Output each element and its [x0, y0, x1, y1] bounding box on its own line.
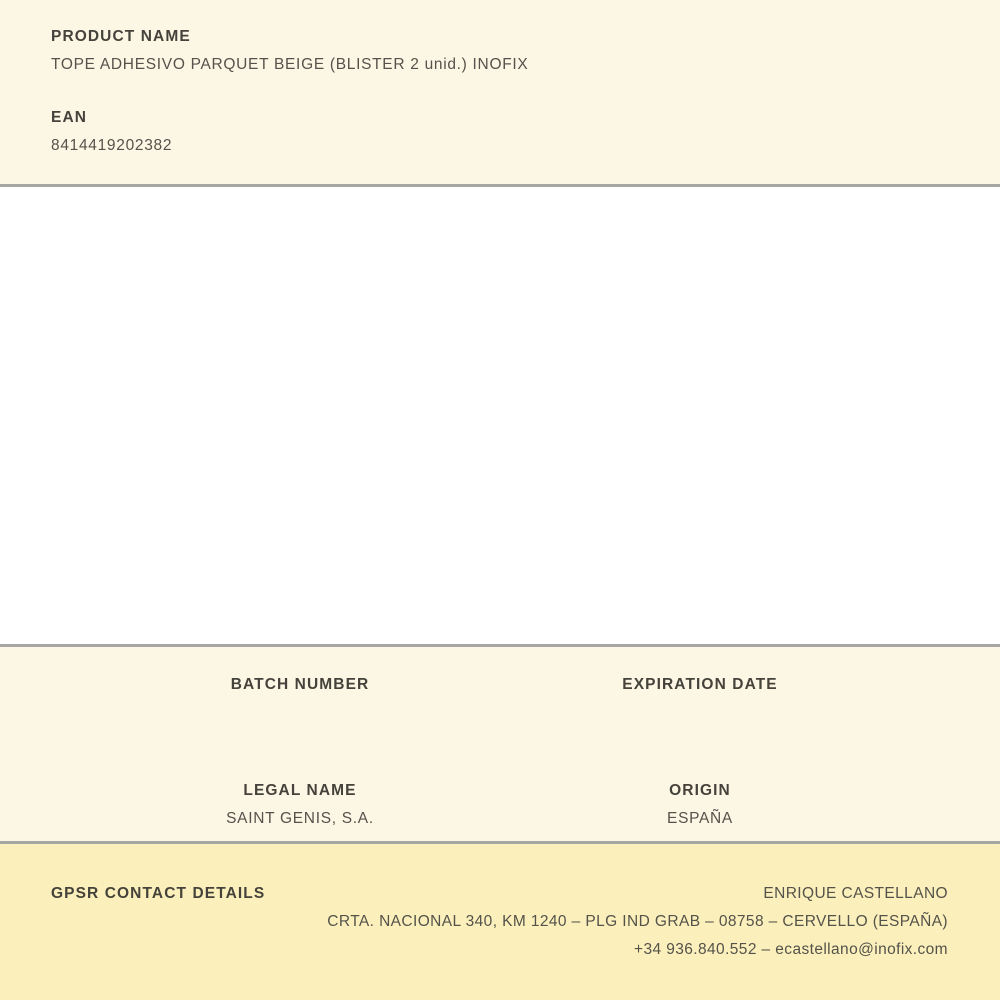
origin-value: ESPAÑA	[667, 809, 733, 827]
product-info-section	[0, 0, 1000, 184]
product-image-area	[0, 187, 1000, 644]
expiration-date-field	[500, 675, 900, 736]
gpsr-contact-name: ENRIQUE CASTELLANO	[763, 885, 948, 902]
expiration-date-label: EXPIRATION DATE	[622, 676, 778, 693]
batch-number-label: BATCH NUMBER	[230, 676, 370, 693]
ean-field	[51, 108, 949, 155]
legal-name-field	[100, 781, 500, 842]
expiration-date-value	[500, 703, 900, 722]
gpsr-contact-address: CRTA. NACIONAL 340, KM 1240 – PLG IND GRAB – 08758 – CERVELLO (ESPAÑA)	[327, 913, 948, 930]
ean-label: EAN	[51, 109, 88, 126]
details-section	[0, 647, 1000, 841]
ean-value: 8414419202382	[51, 137, 173, 154]
gpsr-contact-lines	[327, 884, 948, 968]
legal-name-label: LEGAL NAME	[243, 781, 357, 799]
product-name-label: PRODUCT NAME	[51, 28, 191, 45]
gpsr-contact-label: GPSR CONTACT DETAILS	[51, 885, 266, 902]
origin-label: ORIGIN	[669, 781, 731, 799]
gpsr-contact-section	[0, 844, 1000, 1000]
batch-number-field	[100, 675, 500, 736]
gpsr-contact-phone-email: +34 936.840.552 – ecastellano@inofix.com	[634, 941, 948, 958]
legal-name-value: SAINT GENIS, S.A.	[226, 809, 374, 827]
batch-number-value	[100, 703, 500, 722]
product-name-value: TOPE ADHESIVO PARQUET BEIGE (BLISTER 2 unid.) INOFIX	[51, 56, 529, 73]
product-name-field	[51, 27, 949, 74]
origin-field	[500, 781, 900, 842]
